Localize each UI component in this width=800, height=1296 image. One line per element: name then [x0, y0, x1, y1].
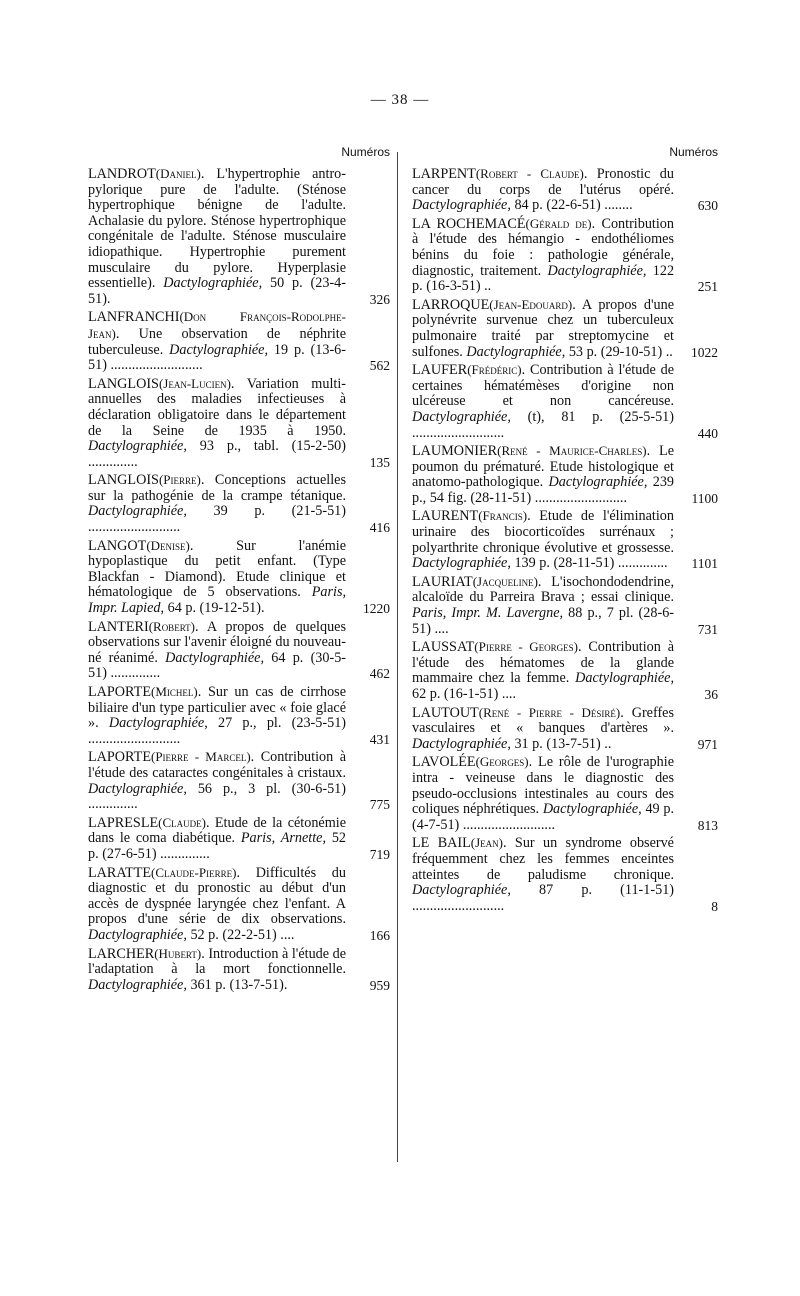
entry-title: . Variation multi-annuelles des maladies infectieuses à déclaration obligatoire dans le département de la Seine de 1935 à 1950. [88, 375, 346, 439]
entry-title: . Contribution à l'étude des cataractes congénitales à cristaux. [88, 749, 346, 781]
entry-publisher: Dactylographiée, [108, 715, 208, 732]
entry-title: . Contribution à l'étude des hémangio - endothéliomes bénins du foie : pathologie générale, diagnostic, traitement. [412, 215, 674, 279]
entry-number: 1220 [363, 601, 390, 617]
entry-details: 64 p. (19-12-51). [167, 600, 265, 617]
entry-details: 49 p. (4-7-51) .......................... [412, 801, 675, 833]
entry-title: . Greffes vasculaires et « banques d'artères ». [412, 704, 674, 737]
list-item [88, 538, 390, 617]
entry-surname: LAUSSAT [412, 639, 475, 656]
entry-publisher: Dactylographiée, [412, 197, 511, 214]
column-header: Numéros [669, 145, 718, 159]
entry-surname: LAUMONIER [412, 443, 498, 460]
entry-title: . Sur un cas de cirrhose biliaire d'un type particulier avec « foie glacé ». [88, 684, 346, 732]
entry-details: 62 p. (16-1-51) .... [412, 686, 517, 702]
entry-given-name: (René - Pierre - Désiré) [478, 704, 621, 720]
entry-details: 361 p. (13-7-51). [190, 976, 288, 993]
entry-title: . L'hypertrophie antro-pylorique pure de l'adulte. (Sténose hypertrophique bénigne de l'adulte. Achalasie du pylore. Sténose hypertrophique congénitale de l'adulte. Sténose musculaire idiopathique. Hypertrophie purement musculaire du pylore. Hyperplasie essentielle). [88, 166, 346, 292]
entry-surname: LARCHER [88, 945, 155, 962]
entry-surname: LANDROT [88, 166, 156, 182]
entry-title: . L'isochondodendrine, alcaloïde du Parreira Brava ; essai clinique. [412, 573, 674, 606]
entry-title: . Difficultés du diagnostic et du pronostic au début d'un accès de dyspnée laryngée chez l'enfant. A propos d'une série de dix observations. [88, 864, 346, 928]
entry-publisher: Dactylographiée, [88, 438, 187, 455]
entry-number: 326 [369, 291, 390, 307]
left-column [88, 138, 390, 995]
entry-given-name: (Pierre - Georges) [474, 639, 578, 655]
entry-number: 630 [697, 198, 718, 214]
entry-text [88, 538, 346, 617]
entry-list [88, 166, 390, 993]
entry-number: 431 [369, 731, 390, 747]
entry-details: 52 p. (22-2-51) .... [190, 926, 295, 943]
entry-publisher: Dactylographiée, [547, 262, 647, 279]
entry-details: 239 p., 54 fig. (28-11-51) .......................... [412, 474, 674, 506]
entry-number: 36 [704, 687, 718, 702]
list-item [412, 362, 718, 441]
entry-publisher: Dactylographiée, [412, 555, 511, 572]
entry-title: . Etude de la cétonémie dans le coma diabétique. [88, 814, 346, 847]
entry-text [412, 835, 674, 914]
entry-details: 52 p. (27-6-51) .............. [88, 830, 347, 862]
entry-title: . Sur un syndrome observé fréquemment chez les femmes enceintes atteintes de paludisme chronique. [412, 835, 674, 883]
entry-text [412, 639, 674, 702]
entry-publisher: Dactylographiée, [88, 780, 187, 797]
entry-surname: LA ROCHEMACÉ [412, 215, 526, 232]
entry-details: 19 p. (13-6-51) .......................... [88, 341, 346, 374]
entry-details: 56 p., 3 pl. (30-6-51) .............. [88, 780, 346, 813]
entry-given-name: (Claude) [158, 814, 206, 830]
list-item [412, 166, 718, 214]
entry-title: . Pronostic du cancer du corps de l'utérus opéré. [412, 166, 674, 198]
entry-number: 135 [369, 454, 390, 470]
right-column [412, 138, 718, 916]
entry-text [412, 166, 674, 214]
entry-details: 93 p., tabl. (15-2-50) .............. [88, 438, 346, 470]
entry-details: 122 p. (16-3-51) .. [412, 262, 675, 295]
entry-publisher: Dactylographiée, [575, 670, 675, 687]
entry-given-name: (René - Maurice-Charles) [497, 443, 647, 459]
entry-number: 251 [697, 279, 718, 295]
entry-publisher: Dactylographiée, [466, 343, 566, 360]
entry-number: 416 [369, 520, 390, 536]
page-number: — 38 — [370, 92, 430, 108]
list-item [88, 684, 390, 747]
entry-number: 1101 [691, 556, 718, 572]
entry-number: 462 [369, 666, 390, 682]
entry-surname: LANGOT [88, 537, 147, 554]
list-item [412, 639, 718, 702]
entry-given-name: (Michel) [151, 684, 198, 699]
entry-number: 562 [369, 358, 390, 374]
entry-title: . Sur l'anémie hypoplastique du petit enfant. (Type Blackfan - Diamond). Etude clinique et hématologique de 5 observations. [88, 537, 346, 601]
entry-number: 1022 [691, 344, 718, 360]
entry-details: 50 p. (23-4-51). [88, 275, 346, 307]
entry-surname: LAUTOUT [412, 704, 479, 721]
entry-given-name: (Jean) [470, 835, 504, 851]
entry-text [412, 705, 674, 753]
entry-given-name: (Jacqueline) [472, 573, 538, 589]
entry-details: 139 p. (28-11-51) .............. [514, 555, 668, 572]
list-item [412, 508, 718, 571]
entry-title: . A propos de quelques observations sur l'avenir éloigné du nouveau-né réanimé. [88, 618, 346, 666]
entry-publisher: Paris, Impr. M. Lavergne, [412, 605, 564, 622]
entry-publisher: Dactylographiée, [412, 882, 511, 899]
entry-given-name: (Gérald de) [525, 215, 592, 231]
entry-title: . Le poumon du prématuré. Etude histologique et anatomo-pathologique. [412, 443, 674, 491]
entry-text [88, 166, 346, 307]
list-item [88, 619, 390, 682]
list-item [88, 309, 390, 373]
entry-text [412, 754, 674, 833]
entry-title: . Introduction à l'étude de l'adaptation à la mort fonctionnelle. [88, 945, 347, 978]
entry-given-name: (Daniel) [155, 166, 201, 181]
list-item [412, 297, 718, 360]
entry-given-name: (Denise) [146, 537, 190, 553]
entry-text [88, 619, 346, 682]
entry-publisher: Dactylographiée, [412, 408, 511, 425]
entry-given-name: (Georges) [475, 754, 529, 770]
entry-publisher: Dactylographiée, [88, 976, 187, 993]
entry-details: 27 p., pl. (23-5-51) .......................... [88, 715, 347, 747]
entry-details: 88 p., 7 pl. (28-6-51) .... [412, 605, 675, 637]
entry-text [88, 946, 346, 994]
entry-text [412, 508, 674, 571]
entry-text [412, 362, 674, 441]
entry-surname: LANTERI [88, 618, 149, 635]
entry-details: (t), 81 p. (25-5-51) .......................... [412, 408, 674, 441]
entry-surname: LANGLOIS [88, 375, 159, 392]
entry-number: 719 [369, 846, 390, 862]
entry-text [88, 749, 346, 812]
entry-given-name: (Claude-Pierre) [151, 864, 237, 880]
entry-details: 87 p. (11-1-51) .......................... [412, 882, 675, 914]
entry-surname: LANFRANCHI [88, 309, 180, 326]
entry-given-name: (Robert) [148, 618, 195, 634]
entry-number: 166 [369, 927, 390, 943]
entry-surname: LAPORTE [88, 749, 151, 766]
entry-title: . Une observation de néphrite tuberculeuse. [88, 325, 346, 358]
entry-number: 8 [711, 898, 718, 914]
entry-given-name: (Jean-Edouard) [489, 296, 573, 312]
entry-text [88, 684, 346, 747]
entry-details: 84 p. (22-6-51) ........ [514, 197, 633, 214]
entry-text [88, 472, 346, 535]
entry-surname: LAUFER [412, 362, 468, 379]
entry-details: 64 p. (30-5-51) .............. [88, 649, 347, 682]
entry-title: . Contribution à l'étude des hématomes de la glande mammaire chez la femme. [412, 639, 674, 687]
list-item [88, 865, 390, 944]
entry-publisher: Dactylographiée, [169, 341, 269, 358]
entry-publisher: Dactylographiée, [412, 735, 511, 752]
entry-surname: LAPORTE [88, 684, 151, 700]
entry-publisher: Paris, Arnette, [240, 830, 327, 847]
entry-title: . Contribution à l'étude de certaines hématémèses d'origine non ulcéreuse et non cancéreuse. [412, 362, 674, 410]
entry-text [412, 574, 674, 637]
list-item [88, 166, 390, 307]
entry-surname: LARATTE [88, 864, 152, 881]
entry-text [412, 216, 674, 295]
entry-publisher: Dactylographiée, [88, 503, 187, 520]
entry-given-name: (Hubert) [154, 945, 202, 961]
entry-surname: LANGLOIS [88, 472, 159, 489]
list-item [88, 376, 390, 471]
entry-given-name: (Don François-Rodolphe-Jean) [88, 309, 346, 341]
entry-details: 39 p. (21-5-51) .......................... [88, 503, 346, 536]
column-divider [397, 152, 398, 1162]
entry-surname: LAURIAT [412, 573, 473, 590]
entry-title: . Conceptions actuelles sur la pathogénie de la crampe tétanique. [88, 472, 346, 504]
entry-text [88, 309, 346, 373]
list-item [412, 443, 718, 506]
entry-surname: LAPRESLE [88, 814, 159, 831]
list-item [88, 749, 390, 812]
entry-title: . A propos d'une polynévrite survenue chez un tuberculeux pulmonaire traité par streptomycine et sulfones. [412, 296, 674, 360]
entry-details: 31 p. (13-7-51) .. [514, 735, 612, 752]
list-item [88, 946, 390, 994]
list-item [412, 705, 718, 753]
entry-title: . Etude de l'élimination urinaire des biocorticoïdes surrénaux ; polyarthrite chronique évolutive et grossesse. [412, 508, 674, 556]
list-item [412, 835, 718, 914]
entry-given-name: (Pierre - Marcel) [151, 749, 251, 765]
entry-publisher: Dactylographiée, [88, 926, 187, 943]
entry-publisher: Dactylographiée, [548, 474, 648, 491]
entry-given-name: (Francis) [478, 508, 528, 524]
entry-surname: LARPENT [412, 166, 476, 182]
entry-text [88, 865, 346, 944]
column-header: Numéros [341, 145, 390, 159]
entry-surname: LAURENT [412, 508, 479, 525]
list-item [412, 574, 718, 637]
list-item [88, 815, 390, 863]
entry-surname: LE BAIL [412, 835, 471, 852]
entry-publisher: Dactylographiée, [165, 649, 265, 666]
entry-given-name: (Jean-Lucien) [158, 375, 231, 391]
entry-text [88, 376, 346, 471]
entry-number: 731 [697, 621, 718, 637]
entry-text [88, 815, 346, 863]
list-item [412, 754, 718, 833]
entry-number: 959 [369, 977, 390, 993]
entry-number: 813 [697, 817, 718, 833]
entry-given-name: (Pierre) [158, 472, 201, 488]
entry-details: 53 p. (29-10-51) .. [568, 343, 673, 360]
list-item [412, 216, 718, 295]
entry-publisher: Paris, Impr. Lapied, [88, 584, 347, 617]
entry-number: 971 [697, 736, 718, 752]
entry-publisher: Dactylographiée, [542, 801, 642, 818]
entry-number: 775 [369, 797, 390, 813]
entry-surname: LAVOLÉE [412, 754, 476, 771]
entry-title: . Le rôle de l'urographie intra - veineuse dans le diagnostic des pseudo-occlusions intestinales au cours des coliques néphrétiques. [412, 754, 674, 818]
list-item [88, 472, 390, 535]
entry-given-name: (Robert - Claude) [475, 166, 584, 181]
entry-text [412, 443, 674, 506]
entry-list [412, 166, 718, 914]
entry-text [412, 297, 674, 360]
entry-publisher: Dactylographiée, [163, 275, 263, 292]
entry-given-name: (Frédéric) [467, 362, 522, 378]
entry-surname: LARROQUE [412, 296, 490, 313]
entry-number: 1100 [691, 490, 718, 506]
entry-number: 440 [697, 425, 718, 441]
